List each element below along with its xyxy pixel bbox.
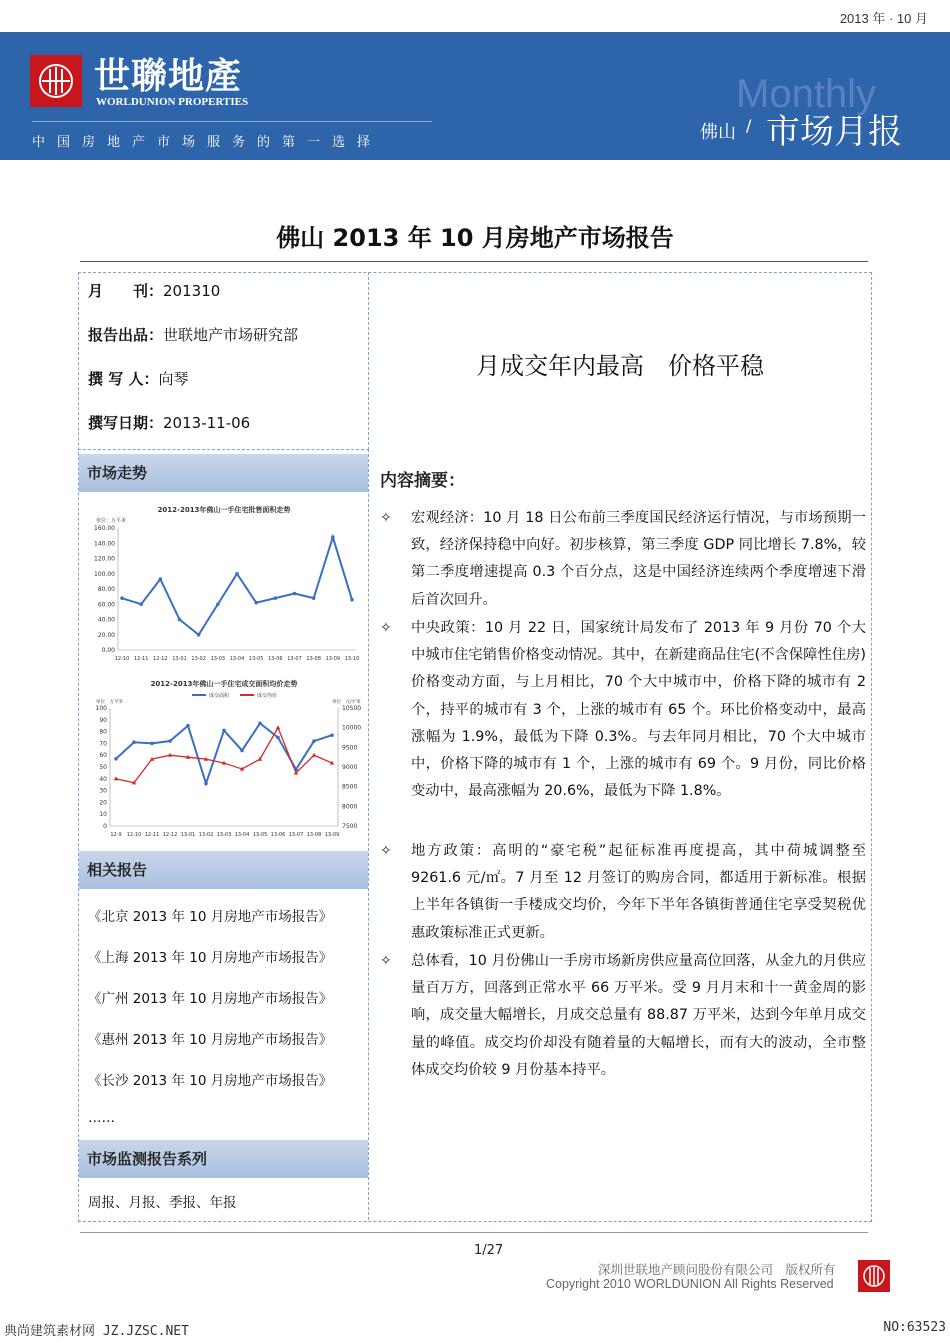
summary-heading: 内容摘要： — [380, 471, 465, 491]
monthly-label: Monthly — [736, 72, 877, 116]
chart2-area-point — [168, 739, 172, 743]
chart2-xtick: 12-11 — [144, 832, 160, 838]
footer-logo-icon — [858, 1260, 890, 1292]
chart2-xtick: 13-08 — [306, 832, 322, 838]
company-notice: 深圳世联地产顾问股份有限公司 版权所有 — [598, 1262, 836, 1277]
bullet-icon: ✧ — [380, 843, 392, 859]
related-report-link[interactable]: 《北京 2013 年 10 月房地产市场报告》 — [88, 909, 333, 925]
chart1-point — [235, 572, 239, 576]
chart2-price-point — [312, 753, 316, 757]
supply-area-chart — [82, 498, 366, 668]
deal-price-chart — [82, 672, 366, 844]
chart1-series-line — [122, 537, 352, 635]
date-label: 撰写日期： — [88, 414, 164, 432]
chart1-xtick: 13-07 — [287, 656, 302, 662]
slogan-divider — [32, 121, 432, 122]
related-report-link[interactable]: 《惠州 2013 年 10 月房地产市场报告》 — [88, 1032, 333, 1048]
chart2-area-line — [116, 723, 332, 783]
summary-item-local-policy: 地方政策：高明的“豪宅税”起征标准再度提高，其中荷城调整至 9261.6 元/㎡。7 月至 12 月签订的购房合同，都适用于新标准。根据上半年各镇街一手楼成交均价，今年下半年各镇街普通住宅享受契税优惠政策标准正式更新。 — [411, 843, 866, 941]
chart1-point — [350, 598, 354, 602]
brand-name-en: WORLDUNION PROPERTIES — [96, 96, 249, 108]
chart2-title: 2012-2013年佛山一手住宅成交面积均价走势 — [150, 680, 298, 688]
chart1-ytick: 80.00 — [97, 586, 115, 593]
chart2-ytick-right: 10500 — [342, 705, 362, 712]
chart1-point — [274, 596, 278, 600]
chart2-area-point — [222, 729, 226, 733]
chart1-point — [254, 601, 258, 605]
chart2-area-point — [132, 740, 136, 744]
chart2-ytick-left: 60 — [99, 752, 107, 760]
watermark-right: NO:63523 — [883, 1320, 946, 1335]
author-label: 撰 写 人： — [88, 370, 159, 388]
issue-row — [88, 280, 220, 301]
chart2-xtick: 13-09 — [324, 832, 340, 838]
chart1-point — [159, 577, 163, 581]
chart1-title: 2012-2013年佛山一手住宅批售面积走势 — [157, 506, 291, 514]
related-report-link[interactable]: 《广州 2013 年 10 月房地产市场报告》 — [88, 991, 333, 1007]
chart2-ytick-left: 100 — [95, 705, 107, 712]
chart2-area-point — [312, 739, 316, 743]
chart2-area-point — [114, 757, 118, 761]
chart1-point — [216, 602, 220, 606]
chart2-xtick: 13-05 — [252, 832, 268, 838]
publisher-label: 报告出品： — [88, 326, 164, 344]
chart2-xtick: 12-12 — [162, 832, 178, 838]
slash-separator: / — [746, 116, 752, 135]
chart2-xtick: 12-9 — [110, 832, 122, 838]
page-title: 佛山 2013 年 10 月房地产市场报告 — [276, 224, 674, 252]
watermark-left: 典尚建筑素材网 JZ.JZSC.NET — [4, 1324, 189, 1339]
chart1-ytick: 120.00 — [94, 555, 115, 563]
chart1-xtick: 12-10 — [114, 656, 130, 662]
chart1-point — [120, 596, 124, 600]
bullet-icon: ✧ — [380, 620, 392, 636]
chart2-xtick: 13-06 — [270, 832, 286, 838]
brand-name-cn: 世聯地產 — [94, 55, 243, 97]
bullet-icon: ✧ — [380, 510, 392, 526]
related-section-header: 相关报告 — [79, 851, 368, 889]
chart2-price-point — [276, 725, 280, 729]
chart2-ylabel-right: 单位：元/平米 — [332, 700, 361, 705]
chart1-ylabel: 单位：万平米 — [96, 518, 127, 524]
chart1-xtick: 13-02 — [191, 656, 206, 662]
issue-value: 201310 — [163, 282, 221, 300]
report-date: 2013 年 · 10 月 — [839, 11, 928, 26]
chart2-ytick-left: 30 — [99, 787, 107, 795]
chart1-xtick: 13-05 — [248, 656, 264, 662]
chart2-ytick-left: 0 — [103, 823, 107, 830]
column-divider — [368, 449, 369, 1220]
title-divider — [80, 261, 868, 262]
chart2-ytick-left: 40 — [99, 775, 107, 783]
chart1-point — [312, 596, 316, 600]
chart2-ytick-right: 8000 — [342, 803, 358, 811]
chart1-ytick: 140.00 — [94, 540, 115, 548]
summary-item-central-policy: 中央政策：10 月 22 日，国家统计局发布了 2013 年 9 月份 70 个大中城市住宅销售价格变动情况。其中，在新建商品住宅(不含保障性住房)价格变动方面，与上月相比，70 个大中城市中，价格下降的城市有 2 个，持平的城市有 3 个，上涨的城市有 65 个。环比价格变动中，最高涨幅为 1.9%，最低为下降 0.3%。与去年同月相比，70 个大中城市中，价格下降的城市有 1 个，上涨的城市有 69 个。9 月份，同比价格变动中，最高涨幅为 20.6%，最低为下降 1.8%。 — [411, 620, 866, 800]
chart2-ytick-right: 8500 — [342, 783, 358, 791]
chart1-xtick: 12-12 — [153, 656, 168, 662]
chart1-xtick: 13-08 — [306, 656, 321, 662]
related-ellipsis: …… — [88, 1110, 115, 1126]
chart1-point — [293, 592, 297, 596]
report-type: 市场月报 — [766, 112, 902, 152]
copyright-notice: Copyright 2010 WORLDUNION All Rights Reserved — [546, 1277, 834, 1291]
chart2-xtick: 12-10 — [126, 832, 142, 838]
report-subtitle: 月成交年内最高 价格平稳 — [476, 352, 764, 380]
chart2-price-point — [114, 776, 118, 780]
chart1-point — [331, 535, 335, 539]
chart2-ytick-left: 90 — [99, 716, 107, 724]
chart2-xtick: 13-01 — [180, 832, 196, 838]
date-row — [88, 412, 250, 433]
author-row — [88, 368, 188, 389]
page-number: 1/27 — [474, 1243, 504, 1258]
chart2-xtick: 13-04 — [234, 832, 250, 838]
chart1-ytick: 40.00 — [97, 616, 115, 624]
trend-section-header: 市场走势 — [79, 454, 368, 492]
publisher-row — [88, 324, 298, 345]
related-report-link[interactable]: 《长沙 2013 年 10 月房地产市场报告》 — [88, 1073, 333, 1089]
bullet-icon: ✧ — [380, 953, 392, 969]
chart1-ytick: 100.00 — [94, 570, 115, 578]
legend-price-label: 成交均价 — [257, 693, 278, 699]
chart1-ytick: 160.00 — [94, 525, 115, 532]
chart1-ytick: 60.00 — [97, 601, 115, 609]
chart1-point — [178, 618, 182, 622]
chart2-xtick: 13-03 — [216, 832, 232, 838]
chart1-xtick: 12-11 — [133, 656, 149, 662]
chart2-area-point — [150, 742, 154, 746]
logo-icon — [30, 55, 82, 107]
footer-divider — [80, 1232, 868, 1233]
chart2-area-point — [258, 722, 262, 726]
chart1-point — [139, 602, 143, 606]
chart1-ytick: 0.00 — [101, 647, 115, 654]
chart2-area-point — [186, 724, 190, 728]
chart1-xtick: 13-10 — [344, 656, 360, 662]
chart2-ytick-right: 9500 — [342, 744, 358, 752]
publisher-value: 世联地产市场研究部 — [163, 326, 299, 344]
chart1-point — [197, 633, 201, 637]
chart2-ytick-right: 10000 — [342, 724, 362, 732]
chart2-area-point — [204, 782, 208, 786]
issue-label: 月 刊： — [88, 282, 164, 300]
chart2-ytick-right: 9000 — [342, 764, 358, 771]
chart2-ytick-left: 10 — [99, 811, 107, 819]
chart2-area-point — [330, 733, 334, 737]
date-value: 2013-11-06 — [163, 414, 251, 432]
chart2-ytick-left: 80 — [99, 728, 107, 736]
author-value: 向琴 — [158, 370, 189, 388]
chart1-xtick: 13-03 — [210, 656, 226, 662]
chart2-area-point — [276, 736, 280, 740]
chart2-ytick-left: 50 — [99, 764, 107, 771]
chart2-ylabel-left: 单位：万平米 — [96, 700, 123, 705]
chart1-xtick: 13-01 — [172, 656, 187, 662]
series-section-header: 市场监测报告系列 — [79, 1140, 368, 1178]
series-list: 周报、月报、季报、年报 — [88, 1195, 237, 1211]
chart1-xtick: 13-06 — [268, 656, 283, 662]
related-report-link[interactable]: 《上海 2013 年 10 月房地产市场报告》 — [88, 950, 333, 966]
summary-item-overview: 总体看，10 月份佛山一手房市场新房供应量高位回落，从金九的月供应量百万方，回落到正常水平 66 万平米。受 9 月月末和十一黄金周的影响，成交量大幅增长，月成交总量有 88.87 万平米，达到今年单月成交量的峰值。成交均价却没有随着量的大幅增长，而有大的波动，全市整体成交均价较 9 月份基本持平。 — [411, 953, 866, 1078]
legend-area-label: 成交面积 — [209, 693, 230, 699]
chart2-price-line — [116, 728, 332, 783]
slogan: 中国房地产市场服务的第一选择 — [32, 135, 383, 150]
chart1-xtick: 13-09 — [325, 656, 341, 662]
chart2-ytick-left: 70 — [99, 740, 107, 748]
chart2-ytick-left: 20 — [99, 799, 107, 807]
chart2-area-point — [240, 749, 244, 753]
chart2-xtick: 13-02 — [198, 832, 214, 838]
summary-item-macro: 宏观经济：10 月 18 日公布前三季度国民经济运行情况，与市场预期一致，经济保持稳中向好。初步核算，第三季度 GDP 同比增长 7.8%，较第二季度增速提高 0.3 个百分点，这是中国经济连续两个季度增速下滑后首次回升。 — [411, 510, 866, 608]
city-label: 佛山 — [700, 122, 736, 143]
chart1-ytick: 20.00 — [97, 631, 115, 639]
chart1-xtick: 13-04 — [229, 656, 245, 662]
chart2-ytick-right: 7500 — [342, 823, 358, 830]
chart2-xtick: 13-07 — [288, 832, 304, 838]
